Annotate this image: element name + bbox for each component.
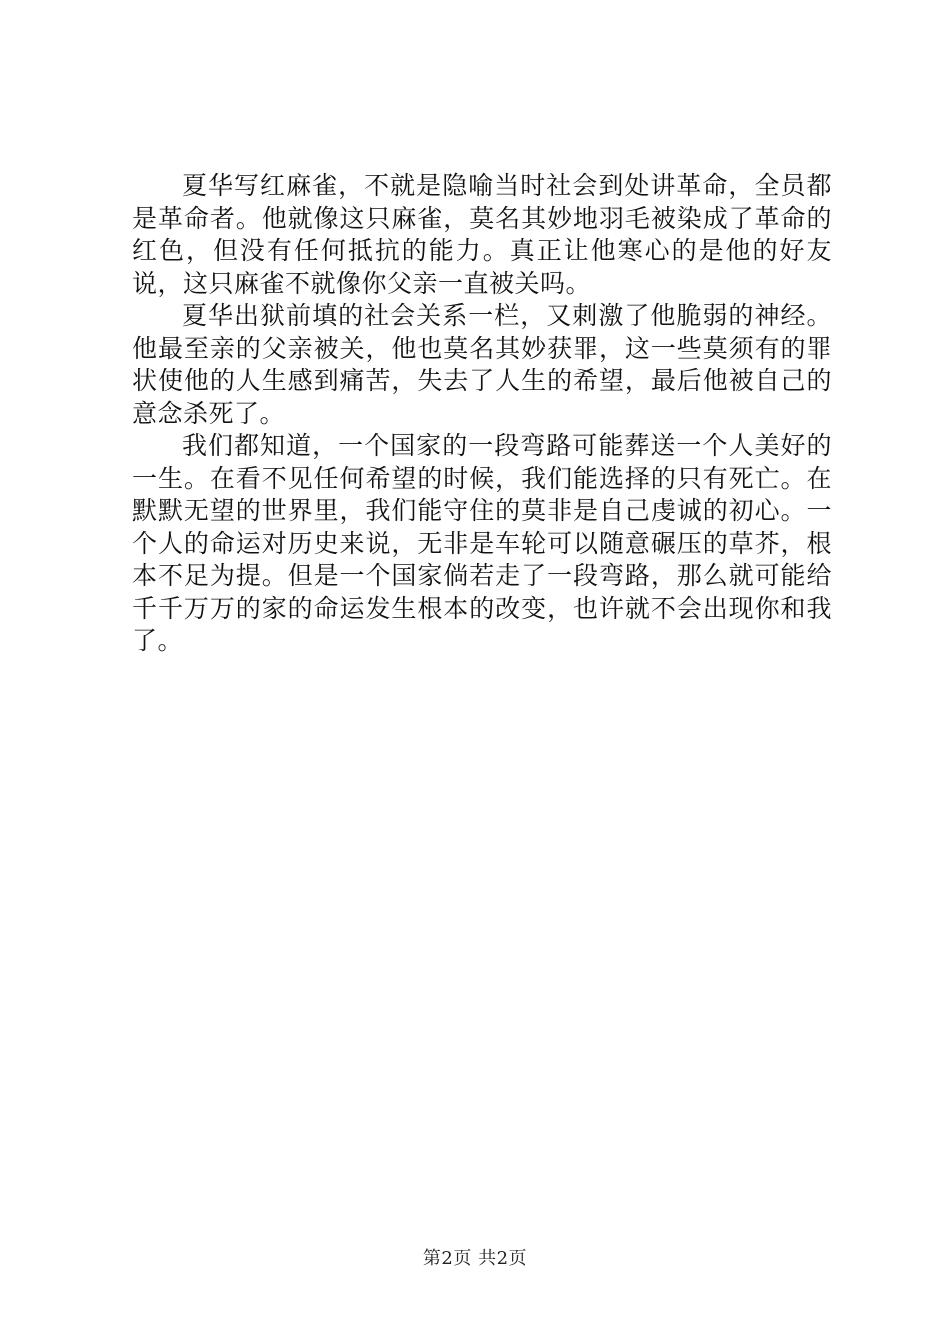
document-body bbox=[132, 170, 832, 658]
paragraph-1: 夏华写红麻雀，不就是隐喻当时社会到处讲革命，全员都是革命者。他就像这只麻雀，莫名其妙地羽毛被染成了革命的红色，但没有任何抵抗的能力。真正让他寒心的是他的好友说，这只麻雀不就像你父亲一直被关吗。 bbox=[132, 171, 832, 298]
page-footer: 第2页 共2页 bbox=[422, 1248, 528, 1269]
paragraph-2: 夏华出狱前填的社会关系一栏，又刺激了他脆弱的神经。他最至亲的父亲被关，他也莫名其妙获罪，这一些莫须有的罪状使他的人生感到痛苦，失去了人生的希望，最后他被自己的意念杀死了。 bbox=[132, 301, 832, 428]
paragraph-3: 我们都知道，一个国家的一段弯路可能葬送一个人美好的一生。在看不见任何希望的时候，我们能选择的只有死亡。在默默无望的世界里，我们能守住的莫非是自己虔诚的初心。一个人的命运对历史来说，无非是车轮可以随意碾压的草芥，根本不足为提。但是一个国家倘若走了一段弯路，那么就可能给千千万万的家的命运发生根本的改变，也许就不会出现你和我了。 bbox=[132, 431, 832, 655]
